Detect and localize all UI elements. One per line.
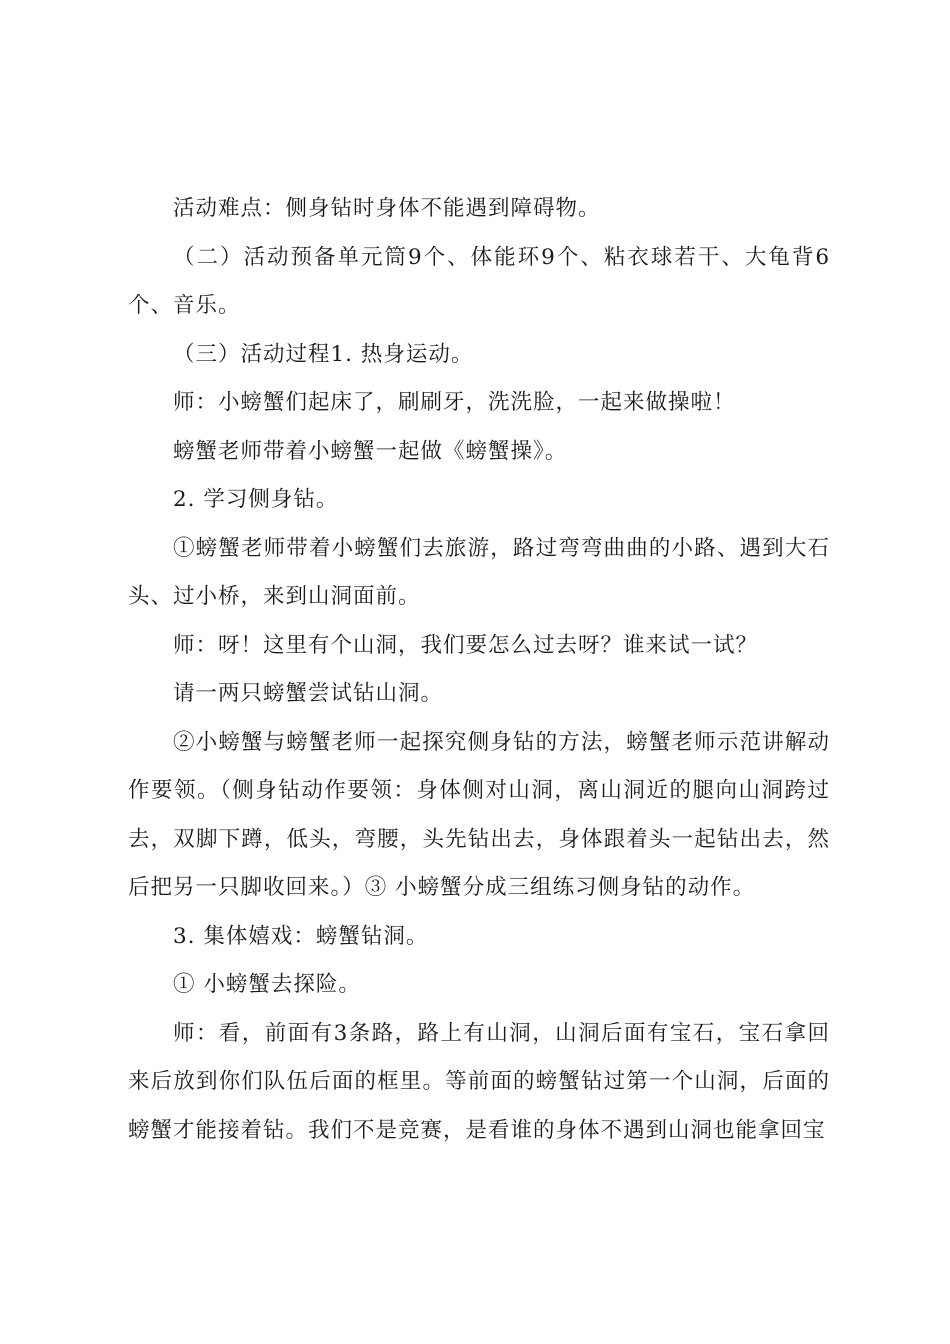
paragraph-step-2-method: ②小螃蟹与螃蟹老师一起探究侧身钻的方法，螃蟹老师示范讲解动作要领。（侧身钻动作要领：身体侧对山洞，离山洞近的腿向山洞跨过去，双脚下蹲，低头，弯腰，头先钻出去，身体跟着头一起钻出去，然后把另一只脚收回来。）③ 小螃蟹分成三组练习侧身钻的动作。 bbox=[128, 729, 830, 900]
paragraph-preparation: （二）活动预备单元筒9个、体能环9个、粘衣球若干、大龟背6个、音乐。 bbox=[128, 244, 830, 318]
document-body bbox=[128, 185, 830, 1155]
paragraph-crab-exercise: 螃蟹老师带着小螃蟹一起做《螃蟹操》。 bbox=[173, 438, 568, 464]
paragraph-group-game: 3. 集体嬉戏：螃蟹钻洞。 bbox=[173, 923, 429, 949]
paragraph-teacher-wakeup: 师：小螃蟹们起床了，刷刷牙，洗洗脸，一起来做操啦！ bbox=[173, 390, 736, 415]
paragraph-process-warmup: （三）活动过程1. 热身运动。 bbox=[173, 341, 474, 367]
paragraph-try-cave: 请一两只螃蟹尝试钻山洞。 bbox=[173, 681, 444, 706]
paragraph-learn-side-crawl: 2. 学习侧身钻。 bbox=[173, 487, 339, 512]
paragraph-explore: ① 小螃蟹去探险。 bbox=[173, 972, 361, 997]
paragraph-difficulty: 活动难点：侧身钻时身体不能遇到障碍物。 bbox=[173, 196, 601, 221]
paragraph-step-1-trip: ①螃蟹老师带着小螃蟹们去旅游，路过弯弯曲曲的小路、遇到大石头、过小桥，来到山洞面前。 bbox=[128, 535, 830, 609]
paragraph-teacher-cave: 师：呀！这里有个山洞，我们要怎么过去呀？谁来试一试？ bbox=[173, 632, 759, 658]
paragraph-teacher-rules: 师：看，前面有3条路，路上有山洞，山洞后面有宝石，宝石拿回来后放到你们队伍后面的框里。等前面的螃蟹钻过第一个山洞，后面的螃蟹才能接着钻。我们不是竞赛，是看谁的身体不遇到山洞也能拿回宝 bbox=[128, 1020, 830, 1143]
